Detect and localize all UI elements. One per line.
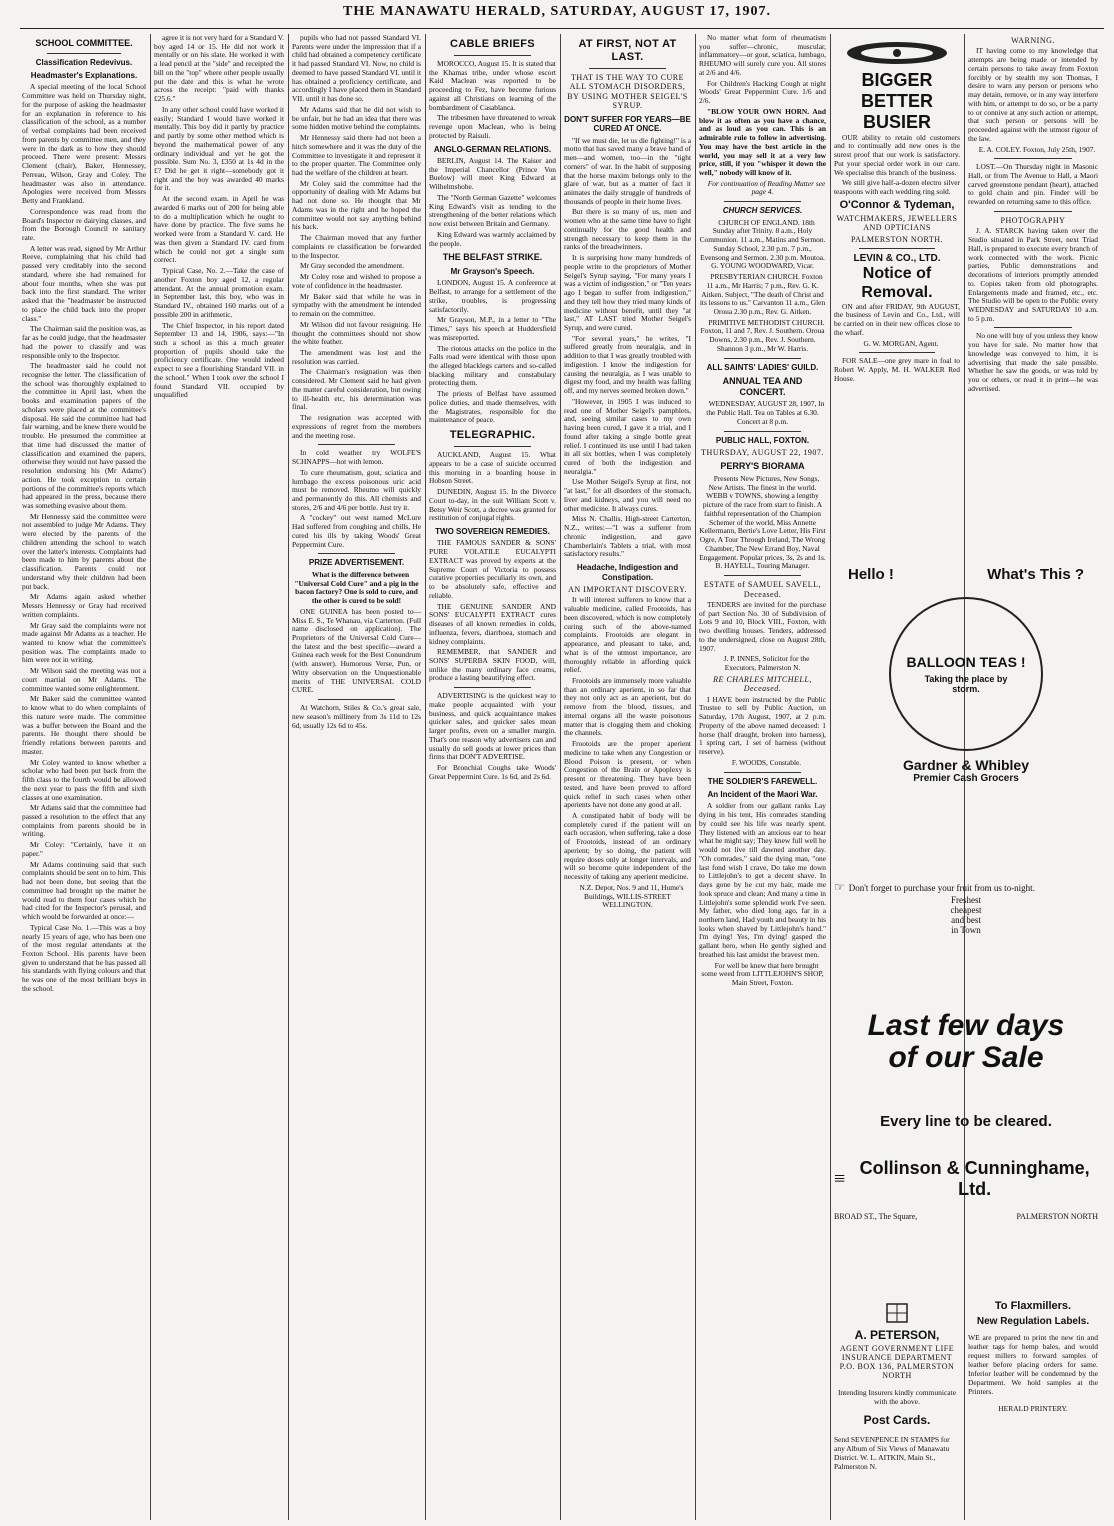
column-8-top xyxy=(968,34,1098,594)
divider xyxy=(724,358,800,359)
section-title: Headache, Indigestion and Constipation. xyxy=(576,563,679,582)
divider xyxy=(454,55,530,56)
paragraph: At the second exam. in April he was awarded 6 marks out of 200 for being able to do a multiplication which he ought to have done by practice. The five sums he worked were from a Standard V. card. He was then given a Standard IV. card from which he could not get a single sum correct. xyxy=(154,194,284,265)
paragraph: Mr Coley wanted to know whether a scholar who had been put back from the fifth class to the fourth would be allowed the next year to pass the fifth and sixth classes at one examination. xyxy=(22,757,146,802)
paragraph: Frootoids are immensely more valuable than an ordinary aperient, in so far that they not only act as an aperient, but do remove from the blood, tissues, and internal organs all the waste poisonous matter that is clogging them and choking the channels. xyxy=(564,676,691,738)
notice-signature: F. WOODS, Constable. xyxy=(731,757,802,767)
ad-heading: To Flaxmillers. xyxy=(994,1300,1072,1312)
paragraph: BERLIN, August 14. The Kaiser and the Imperial Chancellor (Prince Von Buelow) will meet King Edward at Wilhelmshohe. xyxy=(429,156,556,192)
column-separator xyxy=(150,34,151,1520)
ad-firm-sub: WATCHMAKERS, JEWELLERS AND OPTICIANS xyxy=(836,213,958,233)
paragraph: agree it is not very hard for a Standard V. boy aged 14 or 15. He did not work it mentally or on his slate. He worked it with a lead pencil at the "side" and receipted the bill on the "top" where other people usually put the date and this is what he wrote across the receipt: "paid with thanks £25.6." xyxy=(154,34,284,104)
article-title: SCHOOL COMMITTEE. xyxy=(35,38,133,48)
divider xyxy=(318,699,395,700)
paragraph: MOROCCO, August 15. It is stated that the Khamas tribe, under whose escort Kaid Maclean was reported to be proceeding to Fez, have become furious against all Christians on learning of the bombardment of Casablanca. xyxy=(429,58,556,112)
balloon-tagline: Taking the place by storm. xyxy=(924,674,1008,694)
ad-body: Send SEVENPENCE IN STAMPS for any Album of Six Views of Manawatu District. W. L. AITKIN, Main St., Palmerston N. xyxy=(834,1434,950,1471)
paragraph: Mr Gray said the complaints were not made against Mr Adams as a teacher. He wanted to know what the committee's position was. The complaints made to him were not in writing. xyxy=(22,620,146,665)
caption: AN IMPORTANT DISCOVERY. xyxy=(568,584,687,594)
ad-body: ON and after FRIDAY, 9th AUGUST, the business of Levin and Co., Ltd., will be carried on in their new offices close to the wharf. xyxy=(834,301,960,337)
fruit-row xyxy=(834,880,1098,895)
ad-body: Don't forget to purchase your fruit from us to-night. xyxy=(848,882,1035,893)
ad-line: cheapest xyxy=(950,905,982,915)
paragraph: REMEMBER, that SANDER and SONS' SUPERBA SKIN FOOD, will, unlike the many ordinary face creams, produce a lasting beautifying effect. xyxy=(429,647,556,683)
paragraph: "If we must die, let us die fighting!" is a motto that has saved many a brave band of men—and women, too—in the "tight corners" of war. In the habit of supposing that the horse maxim belongs only to the glare of war, but as a matter of fact it animates the daily struggle of hundreds of thousands of people in their home lives. xyxy=(564,135,691,206)
paragraph: It is surprising how many hundreds of people write to the proprietors of Mother Seigel's Syrup saying, "For many years I was a victim of indigestion," or "Ten years ago I began to suffer from indigestion," and they tell how they tried many kinds of medicine without benefit, until they "at last," AT LAST tried Mother Seigel's Syrup, and were cured. xyxy=(564,253,691,332)
paragraph: It will interest sufferers to know that a valuable medicine, called Frootoids, has been discovered, which is now completely curing such of the above-named complaints. Frootoids are elegant in appearance, and pleasant to take, and, what is of the utmost importance, are thoroughly reliable in affording quick relief. xyxy=(564,595,691,675)
ad-heading: Every line to be cleared. xyxy=(880,1113,1052,1130)
ad-body: We still give half-a-dozen electro silver teaspoons with each wedding ring sold. xyxy=(834,178,960,197)
ad-signature: HERALD PRINTERY. xyxy=(998,1403,1068,1413)
balloon-circle xyxy=(889,597,1043,751)
divider xyxy=(589,68,665,69)
ad-heading: BETTER xyxy=(861,91,933,112)
notice-signature: J. P. INNES, Solicitor for the Executors, Palmerston N. xyxy=(723,654,810,673)
divider xyxy=(724,431,800,432)
divider xyxy=(47,53,121,54)
ornament xyxy=(834,38,960,70)
divider xyxy=(994,158,1072,159)
notice-title: ESTATE of SAMUEL SAVELL, Deceased. xyxy=(703,580,822,599)
ad-firm: Collinson & Cunninghame, Ltd. xyxy=(859,1158,1090,1199)
paragraph: Mr Coley: "Certainly, have it on paper." xyxy=(22,840,146,858)
paragraph: Mr Adams said that he did not wish to be unfair, but he had an idea that there was some hidden motive behind the complaints. xyxy=(292,104,421,132)
ad-line: Freshest xyxy=(951,895,981,905)
notice-title: WARNING. xyxy=(1011,36,1055,45)
column-2 xyxy=(154,34,284,1520)
continuation-note: For continuation of Reading Matter see page 4. xyxy=(707,178,826,197)
paragraph: Mr Gray seconded the amendment. xyxy=(300,261,405,271)
section-title: THE BELFAST STRIKE. xyxy=(442,252,543,263)
ad-address: PALMERSTON NORTH xyxy=(1016,1212,1098,1221)
ad-firm: A. PETERSON, xyxy=(854,1328,940,1342)
notice-body: TENDERS are invited for the purchase of part Section No. 30 of Subdivision of Lots 9 and 10, Block VIII., Foxton, with two dwelling houses. Tenders, addressed to the undersigned, close on August 28th, 1907. xyxy=(699,599,826,653)
fruit-ad xyxy=(834,880,1098,950)
notice-body: LOST.—On Thursday night in Masonic Hall, or from The Avenue to Hall, a Maori carved greenstone pendant (heart), attached to gold chain and pin. Finder will be rewarded on returning same to this office. xyxy=(968,162,1098,207)
paragraph: For Bronchial Coughs take Woods' Great Peppermint Cure. 1s 6d, and 2s 6d. xyxy=(429,763,556,781)
ad-line: in Town xyxy=(951,925,981,935)
divider xyxy=(318,444,395,445)
paragraph: "BLOW YOUR OWN HORN. And blow it as often as you have a chance, and as loud as you can. This is an admirable rule to follow in advertising. You may have the best article in the world, you may sell it at a very low price, still, if you "whisper it down the well," nobody will know of it. xyxy=(699,106,826,178)
ad-heading: New Regulation Labels. xyxy=(976,1316,1090,1327)
paragraph: Correspondence was read from the Board's Inspector re dairying classes, and from the Borough Council re sanitary rate. xyxy=(22,206,146,242)
divider xyxy=(454,687,530,688)
paragraph: "However, in 1905 I was induced to read one of Mother Seigel's pamphlets, and, seeing similar cases to my own having been cured, I gave it a trial, and I found after taking a single bottle great relief. I continued its use until I had taken in all six bottles, when I was completely cured of both the indigestion and neuralgia." xyxy=(564,396,691,476)
ad-firm: O'Connor & Tydeman, xyxy=(839,198,955,211)
paragraph: Mr Adams again asked whether Messrs Hennessy or Gray had received written complaints. xyxy=(22,592,146,619)
paragraph: The tribesmen have threatened to wreak revenge upon Maclean, who is being protected by Raisuli. xyxy=(429,113,556,140)
notice-title: PUBLIC HALL, FOXTON. xyxy=(715,435,810,445)
paragraph: Typical Case, No. 2.—Take the case of another Foxton boy aged 12, a regular attendant. At the annual promotion exam. in September last, this boy, who was in Standard IV., obtained 160 marks out of a possible 200 in arithmetic. xyxy=(154,266,284,319)
ad-address: BROAD ST., The Square, xyxy=(834,1212,918,1221)
masthead-rule xyxy=(20,28,1104,29)
column-separator xyxy=(830,34,831,1520)
paragraph: For Children's Hacking Cough at night Woods' Great Peppermint Cure. 1/6 and 2/6. xyxy=(699,78,826,106)
paragraph: Miss N. Challis, High-street Carterton, N.Z., writes:—"I was a sufferer from chronic indigestion, and gave Chamberlain's Tablets a trial, with most satisfactory results." xyxy=(564,514,691,559)
paragraph: ONE GUINEA has been posted to—Miss E. S., Te Whanau, via Carterton. (Full name disclosed on application). The Proprietors of the Universal Cold Cure—the latest and the best specific—award a Guinea each week for the Best Conundrum (with answer). Humorous Verse, Pun, or Witty observation on the Unquestionable merits of THE UNIVERSAL COLD CURE. xyxy=(292,606,421,695)
paragraph: Mr Grayson, M.P., in a letter to "The Times," says his speech at Huddersfield was misreported. xyxy=(429,315,556,342)
ad-body: FOR SALE—one grey mare in foal to Robert W. Apply, M. H. WALKER Red House. xyxy=(834,356,960,383)
paragraph: The resignation was accepted with expressions of regret from the members and the meeting rose. xyxy=(292,413,421,440)
section-title: TWO SOVEREIGN REMEDIES. xyxy=(435,527,550,536)
pointing-hand-icon: ☞ xyxy=(834,880,845,894)
divider xyxy=(318,553,395,554)
paragraph: In any other school could have worked it easily; Standard I would have worked it mentally. This boy did it partly by practice and partly by some other method which is beyond the mathematical power of any ordinary individual and yet he got the possible. Sum No. 3, £350 at 1s 4d in the £? Did he get it right—somebody got it right and the boy was awarded 40 marks for it. xyxy=(154,104,284,193)
ad-firm-loc: PALMERSTON NORTH. xyxy=(850,234,944,244)
masthead: THE MANAWATU HERALD, SATURDAY, AUGUST 17, 1907. xyxy=(343,4,771,19)
divider xyxy=(454,446,530,447)
paragraph: Mr Wilson said the meeting was not a court martial on Mr Adams. The committee wanted some enlightenment. xyxy=(22,666,146,693)
notice-body: No one will buy of you unless they know you have for sale. No matter how that knowledge was conveyed to him, it is advertising that made the sale possible. Whether he saw the goods, or was told by you or others, or read it in print—he was advertised. xyxy=(968,331,1098,393)
equals-ornament-icon: ≡ xyxy=(834,1167,846,1190)
paragraph: Frootoids are the proper aperient medicine to take when any Congestion or Blood Poison is present, or when Congestion of the Brain or Apoplexy is present or threatening. They have been tested, and have been proved to afford quick relief in such cases when other aperients have not done any good at all. xyxy=(564,739,691,810)
address-text: N.Z. Depot, Nos. 9 and 11, Hume's Buildings, WILLIS-STREET WELLINGTON. xyxy=(579,882,684,910)
paragraph: A special meeting of the local School Committee was held on Thursday night, for the purpose of asking the headmaster for an explanation in reference to his classification of the school, as a number of verbal complaints had been received from parents by committee men, and they were in the dark as to how they should proceed. There were present: Messrs Clement (chair), Baker, Hennessey, Perreau, Wilson, Gray and Coley. The headmaster was also in attendance. Apologies were received from Messrs Betty and Frankland. xyxy=(22,82,146,206)
article-subtitle: Headmaster's Explanations. xyxy=(30,71,138,81)
divider xyxy=(994,211,1072,212)
balloon-title: BALLOON TEAS ! xyxy=(906,654,1026,670)
ad-heading: Last few days of our Sale xyxy=(867,1010,1065,1074)
ad-firm-sub: AGENT GOVERNMENT LIFE INSURANCE DEPARTMENT P.O. BOX 136, PALMERSTON NORTH xyxy=(839,1344,955,1380)
notice-body: IT having come to my knowledge that attempts are being made or intended by certain persons to take away from Foxton forcibly or by stealth my son Thomas, I desire to warn any person or persons who may detain, remove, or in any way interfere with him, or attempt to do so, or be a party to or connive at any such action or attempt, that such person or persons will be proceeded against with the utmost rigour of the law. xyxy=(968,46,1098,143)
poem-text: A soldier from our gallant ranks Lay dying in his tent, His comrades standing by could see his life was nearly spent. They listened with an anxious ear to hear what he might say; They knew full well he would not live till dawned another day. "Oh comrades," said the dying man, "one last fond wish I crave, Do take me down to Littlejohn's to get a decent shave. In days gone by he cut my hair, made me look spruce and clean; And many a time in Littlejohn's some splendid work I've seen. My father, who died long ago, far in a northern land, Had youth and beauty in his looks when shaved by Littlejohn's hand." I'm dying! Yes, I'm dying! gasped the gallant hero, when He gently sighed and breathed his last amidst the bravest men. xyxy=(699,801,826,959)
column-7-top xyxy=(834,34,960,594)
paragraph: A constipated habit of body will be completely cured if the patient will on each occasion, when suffering, take a dose of Frootoids, instead of an ordinary aperient; by so doing, the patient will require doses only at longer intervals, and will so become quite independent of the necessity of taking any aperient medicine. xyxy=(564,811,691,882)
ad-line: and best xyxy=(951,915,981,925)
section-title: THE SOLDIER'S FAREWELL. xyxy=(707,776,818,786)
divider xyxy=(994,327,1072,328)
notice-title: ALL SAINTS' LADIES' GUILD. xyxy=(706,362,819,372)
notice-subtitle: PERRY'S BIORAMA xyxy=(720,461,805,472)
advert-text: In cold weather try WOLFE'S SCHNAPPS—hot with lemon. xyxy=(292,448,421,467)
ad-heading: Notice of Removal. xyxy=(861,264,933,301)
caption: THAT IS THE WAY TO CURE ALL STOMACH DISORDERS, BY USING MOTHER SEIGEL'S SYRUP. xyxy=(567,72,688,111)
column-separator xyxy=(288,34,289,1520)
ad-body: WE are prepared to print the new tin and leather tags for hemp bales, and would request millers to forward samples of leather before placing orders for same. Inferior leather will be condemned by the Department. We hold samples at the Printers. xyxy=(968,1333,1098,1396)
notice-signature: E. A. COLEY. Foxton, July 25th, 1907. xyxy=(978,144,1096,154)
paragraph: pupils who had not passed Standard VI. Parents were under the impression that if a child had obtained a competency certificate it had passed Standard VI. Now, no child is deemed to have passed Standard VI. until it has obtained a proficiency certificate, and accordingly I have placed them in Standard VII. until it has done so. xyxy=(292,34,421,104)
church-notice: PRESBYTERIAN CHURCH. Foxton 11 a.m., Mr Harris; 7 p.m., Rev. G. K. Aitken. Subject, "The death of Christ and its lessons to us." Carvanton 11 a.m., Glen Oroua 2.30 p.m., Rev. G. Aitken. xyxy=(699,272,826,316)
column-separator xyxy=(425,34,426,1520)
paragraph: "For several years," he writes, "I suffered greatly from neuralgia, and in addition to that I was greatly troubled with indigestion. I know the indigestion for causing the neuralgia, as I was unable to digest my food, and my health was falling off, and my nerves seemed broken down." xyxy=(564,333,691,396)
paragraph: Use Mother Seigel's Syrup at first, not "at last," for all disorders of the stomach, liver and kidneys, and you will need no other medicine. It always cures. xyxy=(564,477,691,513)
ad-heading: Hello ! xyxy=(848,566,894,583)
notice-body: WEDNESDAY, AUGUST 28, 1907, In the Public Hall. Tea on Tables at 6.30. Concert at 8 p.m. xyxy=(706,399,825,426)
section-title: PRIZE ADVERTISEMENT. xyxy=(308,558,405,568)
paragraph: The riotous attacks on the police in the Falls road were identical with those upon the alleged blacklegs carters and so-called blacking military and constabulary protecting them. xyxy=(429,343,556,388)
ad-heading: What's This ? xyxy=(987,566,1084,583)
ornament-icon xyxy=(842,38,952,68)
paragraph: THE FAMOUS SANDER & SONS' PURE VOLATILE EUCALYPTI EXTRACT was proved by experts at the Supreme Court of Victoria to possess curative properties peculiarly its own, and to be absolutely safe, effective and reliable. xyxy=(429,538,556,600)
section-subtitle: An Incident of the Maori War. xyxy=(707,790,818,800)
peterson-ad xyxy=(834,1300,960,1520)
crest xyxy=(834,1300,960,1328)
paragraph: Mr Hennessy said there had not been a hitch somewhere and it was the duty of the Committee to investigate it and represent it to the proper quarter. The Committee only had the welfare of the children at heart. xyxy=(292,133,421,178)
divider xyxy=(724,772,800,773)
notice-signature: For well be knew that here brought some weed from LITTLEJOHN'S SHOP, Main Street, Foxton. xyxy=(701,960,824,988)
divider xyxy=(859,352,935,353)
paragraph: King Edward was warmly acclaimed by the people. xyxy=(429,229,556,248)
paragraph: No matter what form of rheumatism you suffer—chronic, muscular, inflammatory—or gout, sciatica, lumbago, RHEUMO will surely cure you. All stores at 2/6 and 4/6. xyxy=(699,34,826,77)
ad-signature: G. W. MORGAN, Agent. xyxy=(863,338,939,348)
section-subtitle: DON'T SUFFER FOR YEARS—BE CURED AT ONCE. xyxy=(564,114,691,134)
section-title: TELEGRAPHIC. xyxy=(449,429,536,442)
church-notice: PRIMITIVE METHODIST CHURCH. Foxton, 11 and 7, Rev. J. Southern. Oroua Downs, 2.30 p.m., Rev. J. Southern. Shannon 3 p.m., Mr W. Harris. xyxy=(700,317,825,353)
article-subtitle: Classification Redevivus. xyxy=(35,57,133,67)
paragraph: Mr Baker said the committee wanted to know what to do when complaints of this nature were made. The committee was a buffer between the Board and the parents. He thought there should be friendly relations between parents and master. xyxy=(22,694,146,756)
ad-firm: Gardner & Whibley xyxy=(902,757,1030,773)
column-separator xyxy=(695,34,696,1520)
paragraph: Mr Coley said the committee had the opportunity of dealing with Mr Adams but had not done so. He thought that Mr Adams was in the right and he hoped the committee would not say anything behind his back. xyxy=(292,178,421,232)
section-title: ANGLO-GERMAN RELATIONS. xyxy=(433,144,552,154)
ad-firm-sub: Premier Cash Grocers xyxy=(913,773,1019,784)
paragraph: The Chairman's resignation was then considered. Mr Clement said he had given the matter careful consideration, but owing to ill-health etc, his determination was final. xyxy=(292,367,421,412)
section-title: AT FIRST, NOT AT LAST. xyxy=(578,38,677,63)
ad-firm: LEVIN & CO., LTD. xyxy=(853,253,941,265)
divider xyxy=(724,201,800,202)
paragraph: Mr Coley rose and wished to propose a vote of confidence in the headmaster. xyxy=(292,272,421,290)
address-row xyxy=(834,1212,1098,1221)
section-title: CHURCH SERVICES. xyxy=(722,206,803,216)
ad-body: OUR ability to retain old customers and to continually add new ones is the surest proof that our work is satisfactory. Put your special order work in our care. We specialise this branch of the business. xyxy=(834,132,960,177)
paragraph: Mr Hennessy said the committee were not assembled to judge Mr Adams. They were elected by the parents of the children attending the school to watch over the latter's interests. Complaints had been made to him by parents about the classification. Parents could not understand why their children had been put back. xyxy=(22,511,146,591)
column-1 xyxy=(22,34,146,1520)
paragraph: DUNEDIN, August 15. In the Divorce Court to-day, in the suit William Scott v. Betsy Weir Scott, a decree was granted for restitution of conjugal rights. xyxy=(429,487,556,523)
paragraph: The Chairman said the position was, as far as he could judge, that the headmaster had the power to classify and was responsible only to the Inspector. xyxy=(22,324,146,360)
sale-ad xyxy=(834,1010,1098,1290)
column-separator xyxy=(560,34,561,1520)
balloon-teas-ad xyxy=(834,566,1098,876)
ad-heading: Post Cards. xyxy=(863,1413,931,1427)
column-3 xyxy=(292,34,421,1520)
paragraph: Mr Baker said that while he was in sympathy with the amendment he intended to remain on the committee. xyxy=(292,291,421,319)
paragraph: The priests of Belfast have assumed police duties, and made themselves, with the Magistrates, responsible for the maintenance of peace. xyxy=(429,389,556,425)
divider xyxy=(724,575,800,576)
advert-text: To cure rheumatism, gout, sciatica and lumbago the excess poisonous uric acid must be removed. Rheumo will quickly and permanently do this. All chemists and stores, 2/6 and 4/6 per bottle. Just try it. xyxy=(292,467,421,512)
paragraph: The headmaster said he could not recognise the letter. The classification of the school was thoroughly explained to the committee in April last, when the books and examination papers of the scholars were placed at the committee's disposal. He said the committee had had fair warning, and he knew there would be trouble. He presumed the committee at that time had discussed the matter of classification and examined the papers, otherwise they would not have passed the resolution endorsing his (Mr Adams') action. He took exception to certain portions of the committee's reports which had appeared in the press, because there was something evasive about them. xyxy=(22,361,146,510)
column-5 xyxy=(564,34,691,1520)
section-subtitle: Mr Grayson's Speech. xyxy=(450,266,535,276)
divider xyxy=(859,248,935,249)
advert-text: A "cockey" out west named McLure Had suffered from coughing and chills, He cured his ills by taking Woods' Great Peppermint Cure. xyxy=(292,513,421,549)
paragraph: THE GENUINE SANDER AND SONS' EUCALYPTI EXTRACT cures diseases of all known remedies in colds, influenza, fevers, diarrhoea, stomach and kidney complaints. xyxy=(429,601,556,646)
paragraph: The amendment was lost and the resolution was carried. xyxy=(292,347,421,366)
ad-body: Intending Insurers kindly communicate with the above. xyxy=(837,1387,957,1406)
prize-question: What is the difference between "Universal Cold Cure" and a pig in the bacon factory? One is sold to cure, and the other is cured to be sold! xyxy=(294,569,419,606)
paragraph: ADVERTISING is the quickest way to make people acquainted with your business, and quick acquaintance makes quicker sales, and quicker sales mean larger profits, even on a smaller margin. That's one reason why advertisers can and usually do sell goods at lower prices than firms that DON'T ADVERTISE. xyxy=(429,691,556,762)
paragraph: AUCKLAND, August 15. What appears to be a case of suicide occurred this morning in a boarding house in Hobson Street. xyxy=(429,450,556,486)
paragraph: Mr Adams continuing said that such complaints should be sent on to him. This had not been done, but seeing that the committee had brought up the matter he would read to them four cases which he had cited for the Inspector's perusal, and which would be forwarded at once:— xyxy=(22,859,146,922)
advert-text: At Watchorn, Stiles & Co.'s great sale, new season's millinery from 3s 11d to 12s 6d, usually 12s 6d to 45s. xyxy=(292,703,421,730)
paragraph: But there is so many of us, men and women who at the same time have to fight continually for the good health and strength necessary to keep them in the ranks of the breadwinners. xyxy=(564,207,691,252)
paragraph: A letter was read, signed by Mr Arthur Reeve, complaining that his child had passed very creditably into the second standard, where she had remained for about four months, when she was put back into the first standard. The writer asked that the "headmaster be instructed to place the child back into the proper class." xyxy=(22,243,146,323)
paragraph: LONDON, August 15. A conference at Belfast, to arrange for a settlement of the strike, troubles, is progressing satisfactorily. xyxy=(429,278,556,314)
column-6 xyxy=(699,34,826,1520)
notice-subtitle: ANNUAL TEA AND CONCERT. xyxy=(722,376,803,397)
paragraph: Mr Adams said that the committee had passed a resolution to the effect that any complaints from parents should be in writing. xyxy=(22,803,146,839)
notice-body: J. A. STARCK having taken over the Studio situated in Park Street, next Triad Hall, is prepared to execute every branch of work connected with the work. Picnic parties, Public demonstrations and decorations of interiors promptly attended to. Copies taken from old photographs. Enlargements made and framed, etc., etc. The Studio will be open to the Public every WEDNESDAY and SATURDAY 10 a.m. to 5 p.m. xyxy=(968,226,1098,323)
notice-title: RE CHARLES MITCHELL, Deceased. xyxy=(713,674,812,694)
crest-icon xyxy=(879,1300,915,1326)
notice-title: PHOTOGRAPHY xyxy=(1000,215,1066,225)
notice-date: THURSDAY, AUGUST 22, 1907. xyxy=(701,447,824,457)
paragraph: The Chief Inspector, in his report dated September 13 and 14, 1906, says:—"In such a school as this a much greater proportion of pupils should take the proficiency certificate. One would indeed expect to see a flourishing Standard VII. in the school." When I took over the school I found Standard VII. occupied by unqualified xyxy=(154,320,284,400)
ad-header-row xyxy=(834,566,1098,583)
paragraph: Mr Wilson did not favour resigning. He thought the committees should not show the white feather. xyxy=(292,319,421,347)
paragraph: The "North German Gazette" welcomes King Edward's visit as tending to the strengthening of the better relations which now exist between Britain and Germany. xyxy=(429,192,556,229)
flaxmillers-ad xyxy=(968,1300,1098,1520)
section-title: CABLE BRIEFS xyxy=(450,38,535,50)
notice-body: I HAVE been instructed by the Public Trustee to sell by Public Auction, on Saturday, 17th August, 1907, at 2 p.m. Property of the above named deceased: 1 horse (half draught, broken into harness), 1 spring cart, 1 set of harness (without reserve). xyxy=(699,694,826,757)
firm-row xyxy=(834,1158,1098,1200)
church-notice: CHURCH OF ENGLAND. 18th Sunday after Trinity. 8 a.m., Holy Communion. 11 a.m., Matins and Sermon. Sunday School, 2.30 p.m. 7 p.m., Evensong and Sermon. 2.30 p.m. Moutoa. G. YOUNG WOODWARD, Vicar. xyxy=(699,217,826,271)
ad-heading: BUSIER xyxy=(862,112,931,133)
column-4 xyxy=(429,34,556,1520)
ad-heading: BIGGER xyxy=(861,70,933,90)
paragraph: The Chairman moved that any further complaints re classification be forwarded to the Inspector. xyxy=(292,233,421,260)
notice-body: Presents New Pictures, New Songs, New Artists. The finest in the world. WEBB v TOWNS, showing a lengthy picture of the race from start to finish. A faithful representation of the Champion Schemer of the world, Miss Annette Kellermann, Bertie's Love Letter, His First Ogre, A Tour Through Ireland, The Wrong Chamber, The New Errand Boy, Naval Engagement. Popular prices, 3s, 2s and 1s. B. HAYELL, Touring Manager. xyxy=(699,474,826,571)
paragraph: Typical Case No. 1.—This was a boy nearly 15 years of age, who has been one of the most regular attendants at the Foxton School. His parents have been given to understand that he has passed all his standards with flying colours and that he was one of the most brilliant boys in the school. xyxy=(22,922,146,993)
